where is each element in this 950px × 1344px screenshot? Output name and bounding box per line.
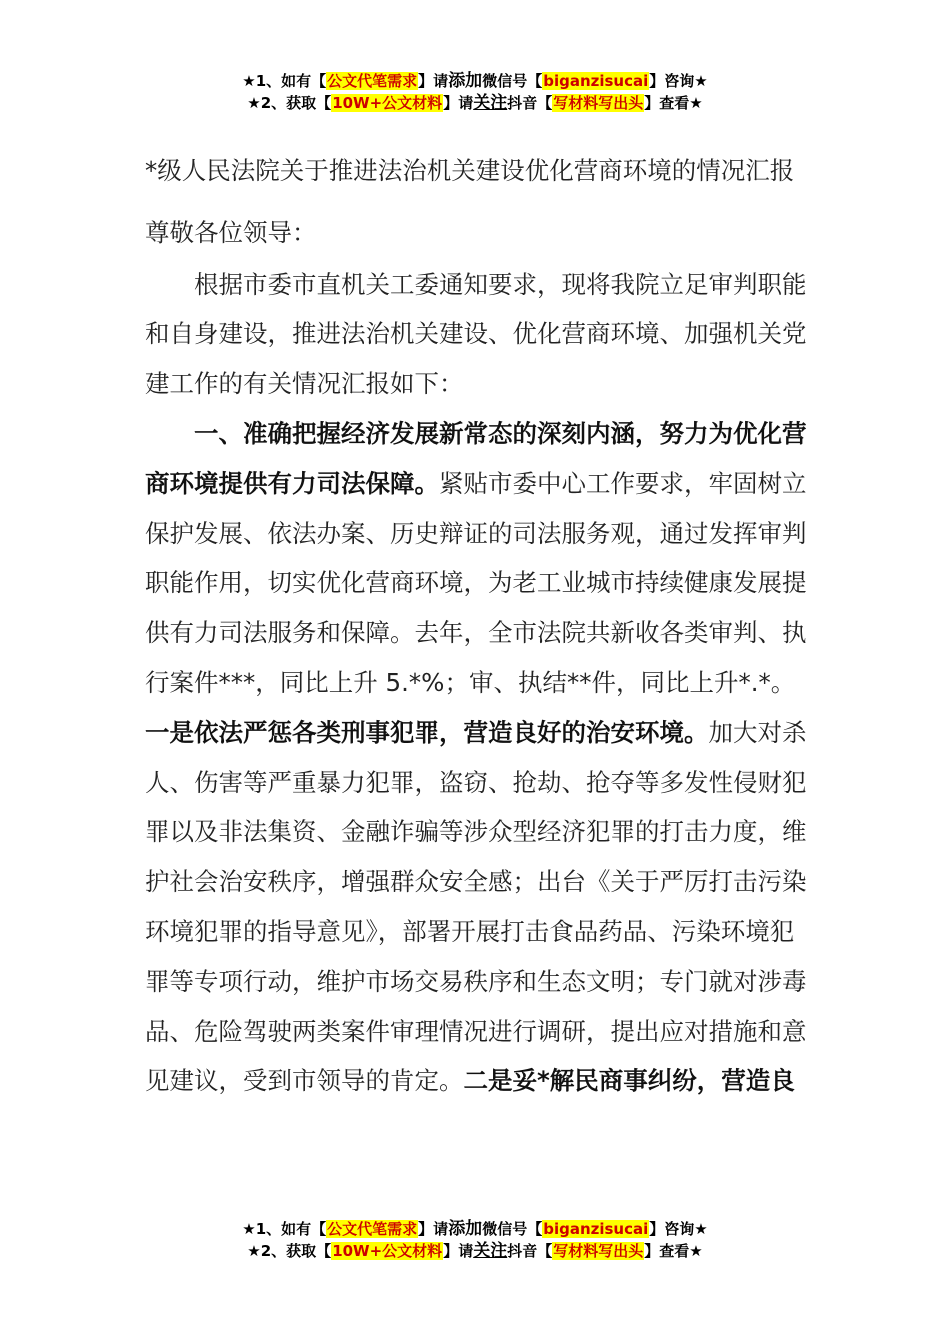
star-icon: ★ [247, 94, 261, 112]
section-1-heading: 一、准确把握经济发展新常态的深刻内涵，努力为优化营商环境提供有力司法保障。 [145, 418, 807, 498]
banner-emphasis: 关注 [473, 1241, 508, 1261]
greeting: 尊敬各位领导： [145, 217, 317, 247]
banner-text: 2、获取【 [260, 1242, 332, 1260]
banner-line-1 [0, 1218, 950, 1240]
footer-banner [0, 1218, 950, 1262]
star-icon: ★ [247, 1242, 261, 1260]
banner-text: 微信号【 [482, 72, 543, 90]
document-title: *级人民法院关于推进法治机关建设优化营商环境的情况汇报 [145, 156, 795, 185]
banner-emphasis: 关注 [473, 93, 508, 113]
point-1-text: 加大对杀人、伤害等严重暴力犯罪，盗窃、抢劫、抢夺等多发性侵财犯罪以及非法集资、金融诈骗等涉众型经济犯罪的打击力度，维护社会治安秩序，增强群众安全感；出台《关于严厉打击污染环境犯罪的指导意见》，部署开展打击食品药品、污染环境犯罪等专项行动，维护市场交易秩序和生态文明；专门就对涉毒品、危险驾驶两类案件审理情况进行调研，提出应对措施和意见建议，受到市领导的肯定。 [145, 717, 807, 1096]
banner-highlight: biganzisucai [543, 72, 649, 90]
banner-highlight: 写材料写出头 [553, 94, 644, 112]
banner-highlight: 公文代笔需求 [327, 72, 418, 90]
banner-emphasis: 添加 [448, 71, 483, 91]
banner-text: 】查看★ [644, 1242, 703, 1260]
banner-text: 】请 [443, 1242, 474, 1260]
banner-emphasis: 添加 [448, 1219, 483, 1239]
banner-text: 1、如有【 [255, 1220, 327, 1238]
star-icon: ★ [242, 72, 256, 90]
banner-highlight: 10W+公文材料 [332, 94, 443, 112]
banner-line-1 [0, 70, 950, 92]
banner-text: 】请 [418, 1220, 449, 1238]
header-banner [0, 70, 950, 114]
banner-text: 微信号【 [482, 1220, 543, 1238]
banner-text: 1、如有【 [255, 72, 327, 90]
point-2-heading: 二是妥*解民商事纠纷，营造良 [463, 1066, 795, 1096]
banner-highlight: biganzisucai [543, 1220, 649, 1238]
banner-highlight: 10W+公文材料 [332, 1242, 443, 1260]
intro-paragraph: 根据市委市直机关工委通知要求，现将我院立足审判职能和自身建设，推进法治机关建设、优化营商环境、加强机关党建工作的有关情况汇报如下： [145, 269, 807, 399]
banner-text: 抖音【 [507, 1242, 553, 1260]
star-icon: ★ [242, 1220, 256, 1238]
banner-highlight: 公文代笔需求 [327, 1220, 418, 1238]
banner-text: 】咨询★ [649, 72, 708, 90]
banner-highlight: 写材料写出头 [553, 1242, 644, 1260]
point-1-heading: 一是依法严惩各类刑事犯罪，营造良好的治安环境。 [145, 717, 709, 747]
banner-text: 】查看★ [644, 94, 703, 112]
banner-line-2 [0, 1240, 950, 1262]
banner-line-2 [0, 92, 950, 114]
section-1-paragraph [145, 409, 810, 1106]
document-body [145, 146, 810, 1106]
banner-text: 抖音【 [507, 94, 553, 112]
section-1-text: 紧贴市委中心工作要求，牢固树立保护发展、依法办案、历史辩证的司法服务观，通过发挥审判职能作用，切实优化营商环境，为老工业城市持续健康发展提供有力司法服务和保障。去年，全市法院共新收各类审判、执行案件***，同比上升 5.*%；审、执结**件，同比上升*.*。 [145, 468, 807, 697]
banner-text: 2、获取【 [260, 94, 332, 112]
banner-text: 】请 [418, 72, 449, 90]
banner-text: 】咨询★ [649, 1220, 708, 1238]
banner-text: 】请 [443, 94, 474, 112]
